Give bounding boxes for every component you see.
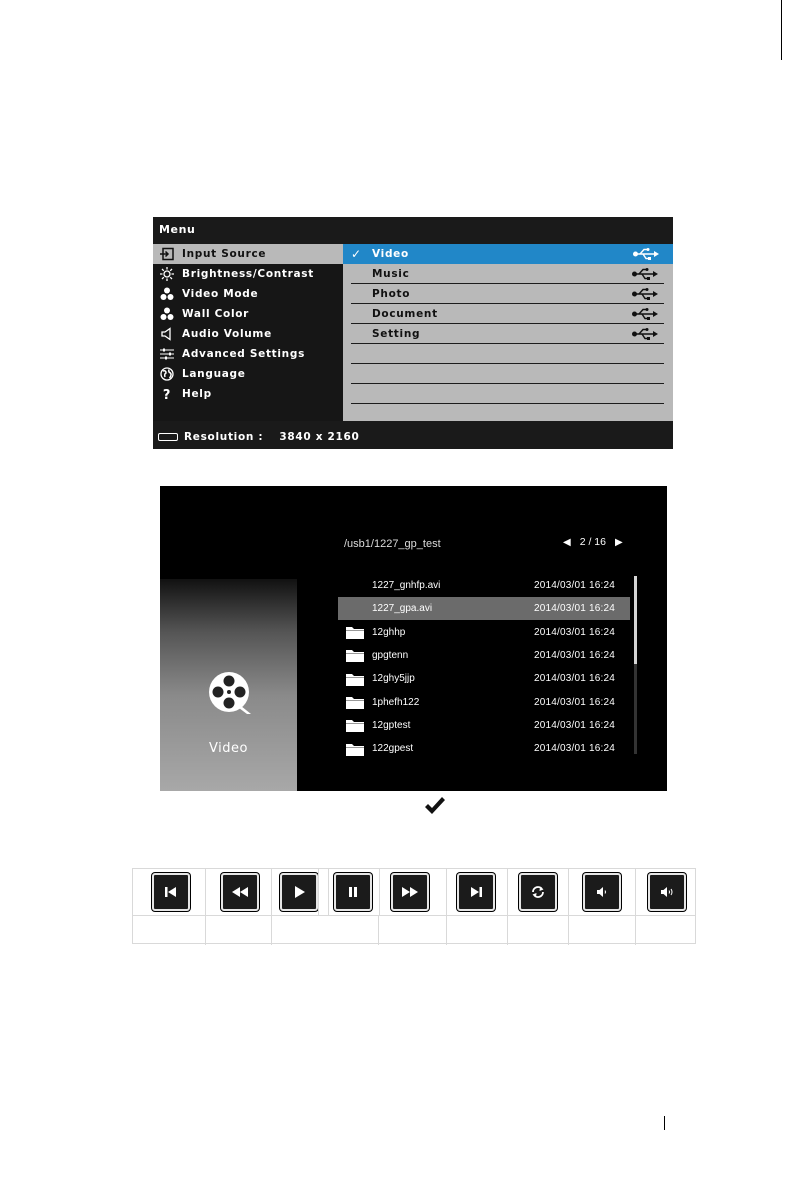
file-name: gpgtenn xyxy=(372,649,409,661)
svg-text:?: ? xyxy=(162,388,172,401)
input-source-panel xyxy=(343,244,673,421)
volume-up-button[interactable] xyxy=(648,873,686,911)
table-column-divider xyxy=(205,869,206,915)
folder-icon xyxy=(346,695,364,709)
resolution-value: 3840 x 2160 xyxy=(279,430,360,443)
osd-status-bar xyxy=(153,424,673,449)
scrollbar-thumb[interactable] xyxy=(634,576,637,664)
menu-item-label: Input Source xyxy=(182,248,267,260)
control-cell xyxy=(148,869,194,915)
menu-item-audio-volume[interactable] xyxy=(153,324,343,344)
table-column-divider xyxy=(379,869,380,915)
table-column-divider xyxy=(318,869,319,915)
globe-icon xyxy=(158,367,176,381)
hdmi-icon xyxy=(158,433,178,441)
file-name: 12gptest xyxy=(372,719,411,731)
folder-row[interactable] xyxy=(338,667,630,690)
menu-item-language[interactable] xyxy=(153,364,343,384)
osd-menu xyxy=(153,217,673,449)
control-cell xyxy=(387,869,433,915)
file-row[interactable] xyxy=(338,597,630,620)
menu-item-label: Brightness/Contrast xyxy=(182,268,314,280)
file-date: 2014/03/01 16:24 xyxy=(534,649,616,661)
table-column-divider xyxy=(635,869,636,915)
control-cell xyxy=(579,869,625,915)
table-column-divider xyxy=(271,869,272,915)
menu-item-label: Advanced Settings xyxy=(182,348,306,360)
folder-path: /usb1/1227_gp_test xyxy=(344,538,441,550)
volume-up-icon xyxy=(658,883,676,901)
folder-icon xyxy=(346,672,364,686)
next-track-button[interactable] xyxy=(457,873,495,911)
usb-icon xyxy=(632,328,658,340)
table-column-divider xyxy=(446,915,447,945)
osd-menu-list xyxy=(153,244,343,421)
resolution-label: Resolution : xyxy=(184,430,264,443)
file-name: 12ghhp xyxy=(372,626,406,638)
folder-row[interactable] xyxy=(338,621,630,644)
source-label: Music xyxy=(372,267,410,280)
folder-icon xyxy=(346,648,364,662)
repeat-button[interactable] xyxy=(519,873,557,911)
menu-item-label: Language xyxy=(182,368,246,380)
usb-icon xyxy=(632,268,658,280)
selected-check: ✓ xyxy=(351,246,362,261)
input-source-icon xyxy=(158,247,176,261)
folder-row[interactable] xyxy=(338,691,630,714)
source-label: Video xyxy=(372,247,409,260)
rewind-icon xyxy=(231,883,249,901)
film-reel-icon xyxy=(207,670,253,716)
table-column-divider xyxy=(446,869,447,915)
file-date: 2014/03/01 16:24 xyxy=(534,696,616,708)
menu-item-input-source[interactable] xyxy=(153,244,343,264)
folder-icon xyxy=(346,718,364,732)
source-photo[interactable] xyxy=(351,284,664,304)
empty-source-row xyxy=(351,384,664,404)
wall-color-icon xyxy=(158,307,176,321)
source-setting[interactable] xyxy=(351,324,664,344)
usb-icon xyxy=(632,308,658,320)
repeat-icon xyxy=(529,883,547,901)
file-name: 1phefh122 xyxy=(372,696,420,708)
next-page-icon[interactable]: ▶ xyxy=(614,536,623,548)
page-indicator: 2 / 16 xyxy=(579,536,606,548)
table-column-divider xyxy=(328,869,329,915)
menu-item-wall-color[interactable] xyxy=(153,304,343,324)
table-column-divider xyxy=(568,915,569,945)
osd-title: Menu xyxy=(159,223,196,236)
source-video[interactable] xyxy=(343,244,673,264)
page-edge-rule xyxy=(781,0,782,60)
source-label: Setting xyxy=(372,327,421,340)
category-label: Video xyxy=(209,741,248,756)
previous-track-button[interactable] xyxy=(152,873,190,911)
video-browser xyxy=(160,486,667,791)
control-cell xyxy=(276,869,322,915)
table-column-divider xyxy=(271,915,272,945)
rewind-button[interactable] xyxy=(221,873,259,911)
menu-item-label: Wall Color xyxy=(182,308,250,320)
menu-item-label: Video Mode xyxy=(182,288,259,300)
speaker-icon xyxy=(158,327,176,341)
menu-item-label: Audio Volume xyxy=(182,328,272,340)
brightness-icon xyxy=(158,267,176,281)
table-column-divider xyxy=(635,915,636,945)
fast-forward-button[interactable] xyxy=(391,873,429,911)
control-cell xyxy=(330,869,376,915)
usb-icon xyxy=(632,288,658,300)
usb-icon xyxy=(633,248,659,260)
file-date: 2014/03/01 16:24 xyxy=(534,603,616,615)
folder-icon xyxy=(346,625,364,639)
play-icon xyxy=(290,883,308,901)
control-cell xyxy=(644,869,690,915)
table-divider xyxy=(133,915,695,916)
control-cell xyxy=(217,869,263,915)
source-music[interactable] xyxy=(351,264,664,284)
file-date: 2014/03/01 16:24 xyxy=(534,626,616,638)
table-column-divider xyxy=(507,915,508,945)
file-date: 2014/03/01 16:24 xyxy=(534,743,616,755)
file-row[interactable] xyxy=(338,574,630,597)
empty-source-row xyxy=(351,364,664,384)
file-date: 2014/03/01 16:24 xyxy=(534,719,616,731)
pause-icon xyxy=(344,883,362,901)
file-date: 2014/03/01 16:24 xyxy=(534,673,616,685)
volume-down-button[interactable] xyxy=(583,873,621,911)
play-button[interactable] xyxy=(280,873,318,911)
table-column-divider xyxy=(507,869,508,915)
folder-icon xyxy=(346,742,364,756)
next-track-icon xyxy=(467,883,485,901)
volume-down-icon xyxy=(593,883,611,901)
footer-rule xyxy=(664,1116,665,1130)
table-column-divider xyxy=(205,915,206,945)
folder-row[interactable] xyxy=(338,737,630,760)
table-column-divider xyxy=(378,915,379,945)
empty-source-row xyxy=(351,344,664,364)
prev-page-icon[interactable]: ◀ xyxy=(563,536,571,548)
menu-item-help[interactable] xyxy=(153,384,343,404)
category-panel xyxy=(160,579,297,791)
video-mode-icon xyxy=(158,287,176,301)
menu-item-video-mode[interactable] xyxy=(153,284,343,304)
pager xyxy=(563,536,623,548)
source-document[interactable] xyxy=(351,304,664,324)
playback-controls-table xyxy=(132,868,696,944)
file-name: 1227_gnhfp.avi xyxy=(372,580,441,591)
control-cell xyxy=(515,869,561,915)
control-cell xyxy=(453,869,499,915)
menu-item-label: Help xyxy=(182,388,212,400)
folder-row[interactable] xyxy=(338,714,630,737)
file-name: 122gpest xyxy=(372,743,414,755)
table-column-divider xyxy=(568,869,569,915)
file-name: 1227_gpa.avi xyxy=(372,603,433,615)
fast-forward-icon xyxy=(401,883,419,901)
scrollbar[interactable] xyxy=(634,576,637,754)
source-label: Photo xyxy=(372,287,411,300)
previous-track-icon xyxy=(162,883,180,901)
menu-item-brightness-contrast[interactable] xyxy=(153,264,343,284)
sliders-icon xyxy=(158,347,176,361)
folder-row[interactable] xyxy=(338,644,630,667)
question-icon xyxy=(158,387,176,401)
file-name: 12ghy5jjp xyxy=(372,673,415,685)
checkmark-icon xyxy=(423,795,447,817)
pause-button[interactable] xyxy=(334,873,372,911)
source-label: Document xyxy=(372,307,438,320)
file-date: 2014/03/01 16:24 xyxy=(534,580,616,591)
menu-item-advanced-settings[interactable] xyxy=(153,344,343,364)
